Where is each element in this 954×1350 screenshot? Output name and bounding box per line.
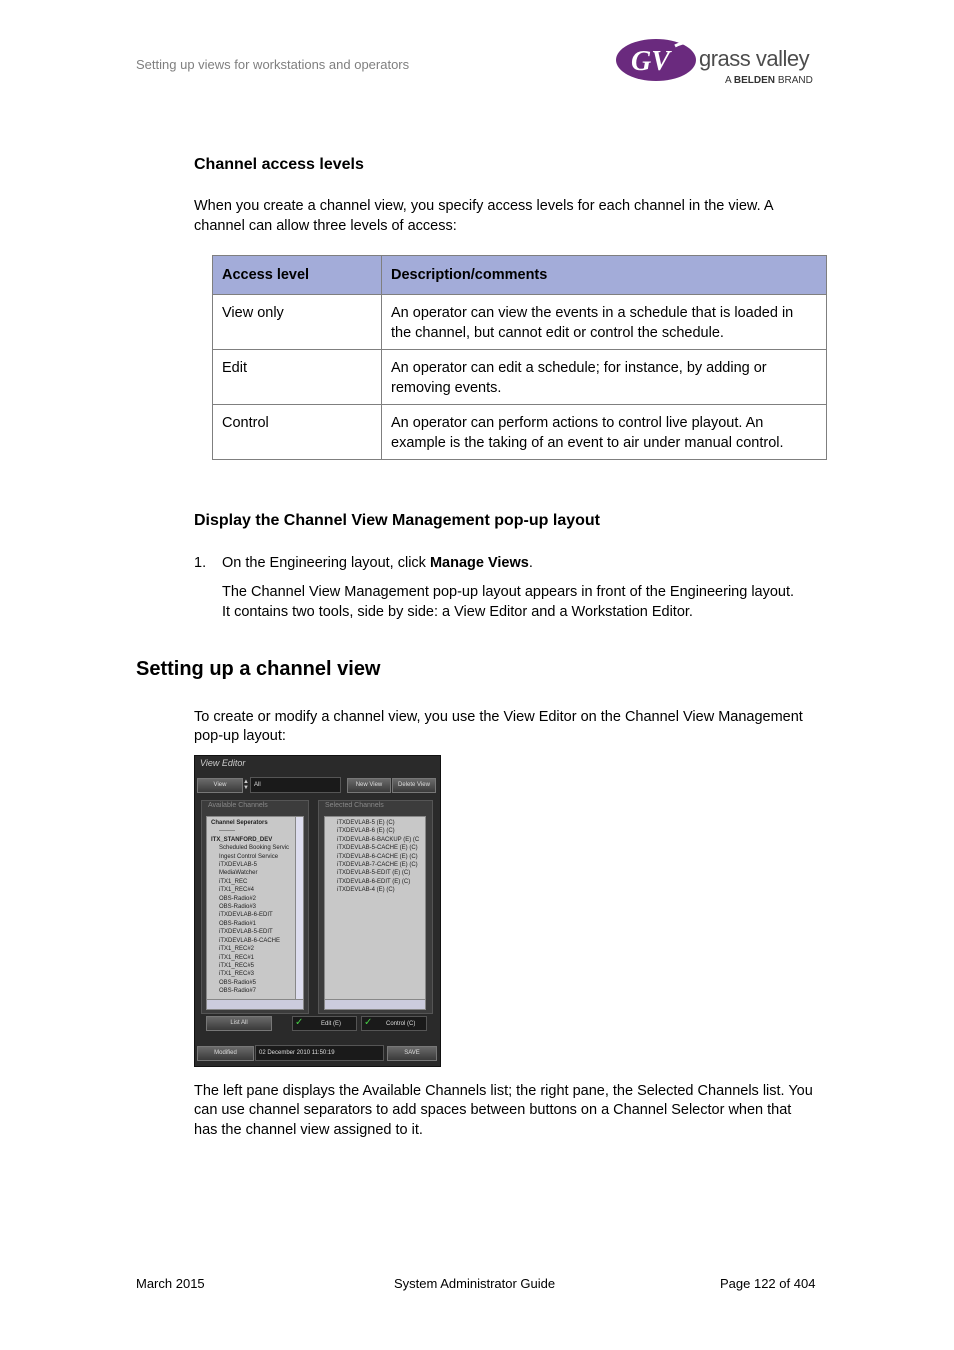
list-item[interactable]: iTX1_REC xyxy=(219,878,248,885)
modified-label: Modified xyxy=(197,1046,254,1061)
list-item[interactable]: iTX1_REC#5 xyxy=(219,962,255,969)
list-item[interactable]: OBS-Radio#2 xyxy=(219,895,257,902)
list-item[interactable]: OBS-Radio#5 xyxy=(219,979,257,986)
list-item[interactable]: iTXDEVLAB-7-CACHE (E) (C) xyxy=(337,862,418,869)
list-item[interactable]: iTXDEVLAB-6-EDIT xyxy=(219,912,273,919)
view-editor-title: View Editor xyxy=(200,758,246,768)
section3-after-line-2: can use channel separators to add spaces between buttons on a Channel Selector when that xyxy=(194,1102,792,1118)
section3-after-line-1: The left pane displays the Available Channels list; the right pane, the Selected Channels list. You xyxy=(194,1083,813,1099)
section3-intro-line-1: To create or modify a channel view, you use the View Editor on the Channel View Management xyxy=(194,709,803,725)
footer-title: System Administrator Guide xyxy=(394,1276,556,1291)
available-horizontal-scrollbar[interactable] xyxy=(207,999,303,1009)
list-item[interactable]: iTXDEVLAB-5-EDIT xyxy=(219,929,273,936)
step-result-line-1: The Channel View Management pop-up layout appears in front of the Engineering layout. xyxy=(222,584,795,600)
footer-date: March 2015 xyxy=(136,1276,205,1291)
table-header-description: Description/comments xyxy=(382,256,827,295)
list-item[interactable]: OBS-Radio#1 xyxy=(219,920,257,927)
selected-channels-panel xyxy=(318,800,433,1014)
available-channels-list[interactable] xyxy=(206,816,304,1010)
table-row xyxy=(213,350,827,405)
list-item[interactable]: Channel Seperators xyxy=(211,820,268,826)
list-item[interactable]: iTX1_REC#4 xyxy=(219,887,255,894)
modified-value: 02 December 2010 11:50:19 xyxy=(255,1045,384,1061)
list-item[interactable]: iTXDEVLAB-6 (E) (C) xyxy=(337,828,395,835)
list-item[interactable]: -------- xyxy=(219,828,235,835)
list-item[interactable]: iTXDEVLAB-6-EDIT (E) (C) xyxy=(337,878,411,885)
description-cell: An operator can perform actions to control live playout. An example is the taking of an event to air under manual control. xyxy=(382,405,827,460)
list-item[interactable]: iTXDEVLAB-5-CACHE (E) (C) xyxy=(337,845,418,852)
selected-horizontal-scrollbar[interactable] xyxy=(325,999,425,1009)
level-cell: Control xyxy=(213,405,382,460)
list-item[interactable]: iTXDEVLAB-4 (E) (C) xyxy=(337,887,395,894)
footer-page: Page 122 of 404 xyxy=(720,1276,816,1291)
delete-view-button[interactable]: Delete View xyxy=(392,778,436,793)
intro-line-2: channel can allow three levels of access: xyxy=(194,218,457,234)
new-view-button[interactable]: New View xyxy=(347,778,391,793)
selected-channels-list[interactable] xyxy=(324,816,426,1010)
list-item[interactable]: Ingest Control Service xyxy=(219,853,279,860)
list-item[interactable]: iTXDEVLAB-6-CACHE (E) (C) xyxy=(337,853,418,860)
view-button[interactable]: View xyxy=(197,778,243,793)
view-editor-screenshot xyxy=(194,755,441,1067)
table-header-level: Access level xyxy=(213,256,382,295)
running-header: Setting up views for workstations and operators xyxy=(136,57,410,72)
list-item[interactable]: OBS-Radio#3 xyxy=(219,904,257,911)
level-cell: Edit xyxy=(213,350,382,405)
logo-name: grass valley xyxy=(699,46,810,71)
selected-channels-label: Selected Channels xyxy=(325,802,384,809)
table-row xyxy=(213,295,827,350)
view-select[interactable]: All xyxy=(250,777,341,793)
edit-toggle[interactable]: ✓ Edit (E) xyxy=(292,1016,357,1031)
table-row xyxy=(213,405,827,460)
list-item[interactable]: ITX_STANFORD_DEV xyxy=(211,836,273,843)
svg-text:GV: GV xyxy=(631,46,670,77)
step-text: On the Engineering layout, click Manage Views. xyxy=(222,555,533,571)
grass-valley-logo xyxy=(615,38,820,90)
available-channels-label: Available Channels xyxy=(208,802,268,809)
list-item[interactable]: OBS-Radio#7 xyxy=(219,988,257,995)
check-icon: ✓ xyxy=(364,1017,373,1028)
heading-setting-up-channel-view: Setting up a channel view xyxy=(136,658,381,680)
heading-channel-access-levels: Channel access levels xyxy=(194,156,364,173)
view-spinner-icon[interactable]: ▲ ▼ xyxy=(243,779,249,791)
gv-logo-mark-icon xyxy=(615,38,697,82)
description-cell: An operator can view the events in a schedule that is loaded in the channel, but cannot edit or control the schedule. xyxy=(382,295,827,350)
list-item[interactable]: iTXDEVLAB-5-EDIT (E) (C) xyxy=(337,870,411,877)
save-button[interactable]: SAVE xyxy=(387,1046,437,1061)
control-toggle[interactable]: ✓ Control (C) xyxy=(361,1016,427,1031)
section3-intro-line-2: pop-up layout: xyxy=(194,728,286,744)
list-item[interactable]: iTX1_REC#3 xyxy=(219,971,255,978)
list-item[interactable]: iTX1_REC#2 xyxy=(219,946,255,953)
available-channels-panel xyxy=(201,800,309,1014)
list-all-button[interactable]: List All xyxy=(206,1016,272,1031)
list-item[interactable]: iTXDEVLAB-5 (E) (C) xyxy=(337,820,395,826)
logo-tagline: A BELDEN BRAND xyxy=(725,75,813,86)
check-icon: ✓ xyxy=(295,1017,304,1028)
list-item[interactable]: iTX1_REC#1 xyxy=(219,954,255,961)
section3-after-line-3: has the channel view assigned to it. xyxy=(194,1122,423,1138)
level-cell: View only xyxy=(213,295,382,350)
intro-line-1: When you create a channel view, you specify access levels for each channel in the view. A xyxy=(194,198,774,214)
description-cell: An operator can edit a schedule; for instance, by adding or removing events. xyxy=(382,350,827,405)
step-result-line-2: It contains two tools, side by side: a View Editor and a Workstation Editor. xyxy=(222,604,693,620)
list-item[interactable]: Scheduled Booking Servic xyxy=(219,845,290,852)
heading-display-popup: Display the Channel View Management pop-up layout xyxy=(194,512,600,529)
list-item[interactable]: MediaWatcher xyxy=(219,870,258,877)
list-item[interactable]: iTXDEVLAB-6-CACHE xyxy=(219,937,281,944)
step-number: 1. xyxy=(194,555,207,571)
available-vertical-scrollbar[interactable] xyxy=(295,817,303,999)
access-levels-table xyxy=(212,255,827,460)
list-item[interactable]: iTXDEVLAB-5 xyxy=(219,862,258,869)
list-item[interactable]: iTXDEVLAB-6-BACKUP (E) (C xyxy=(337,836,420,843)
